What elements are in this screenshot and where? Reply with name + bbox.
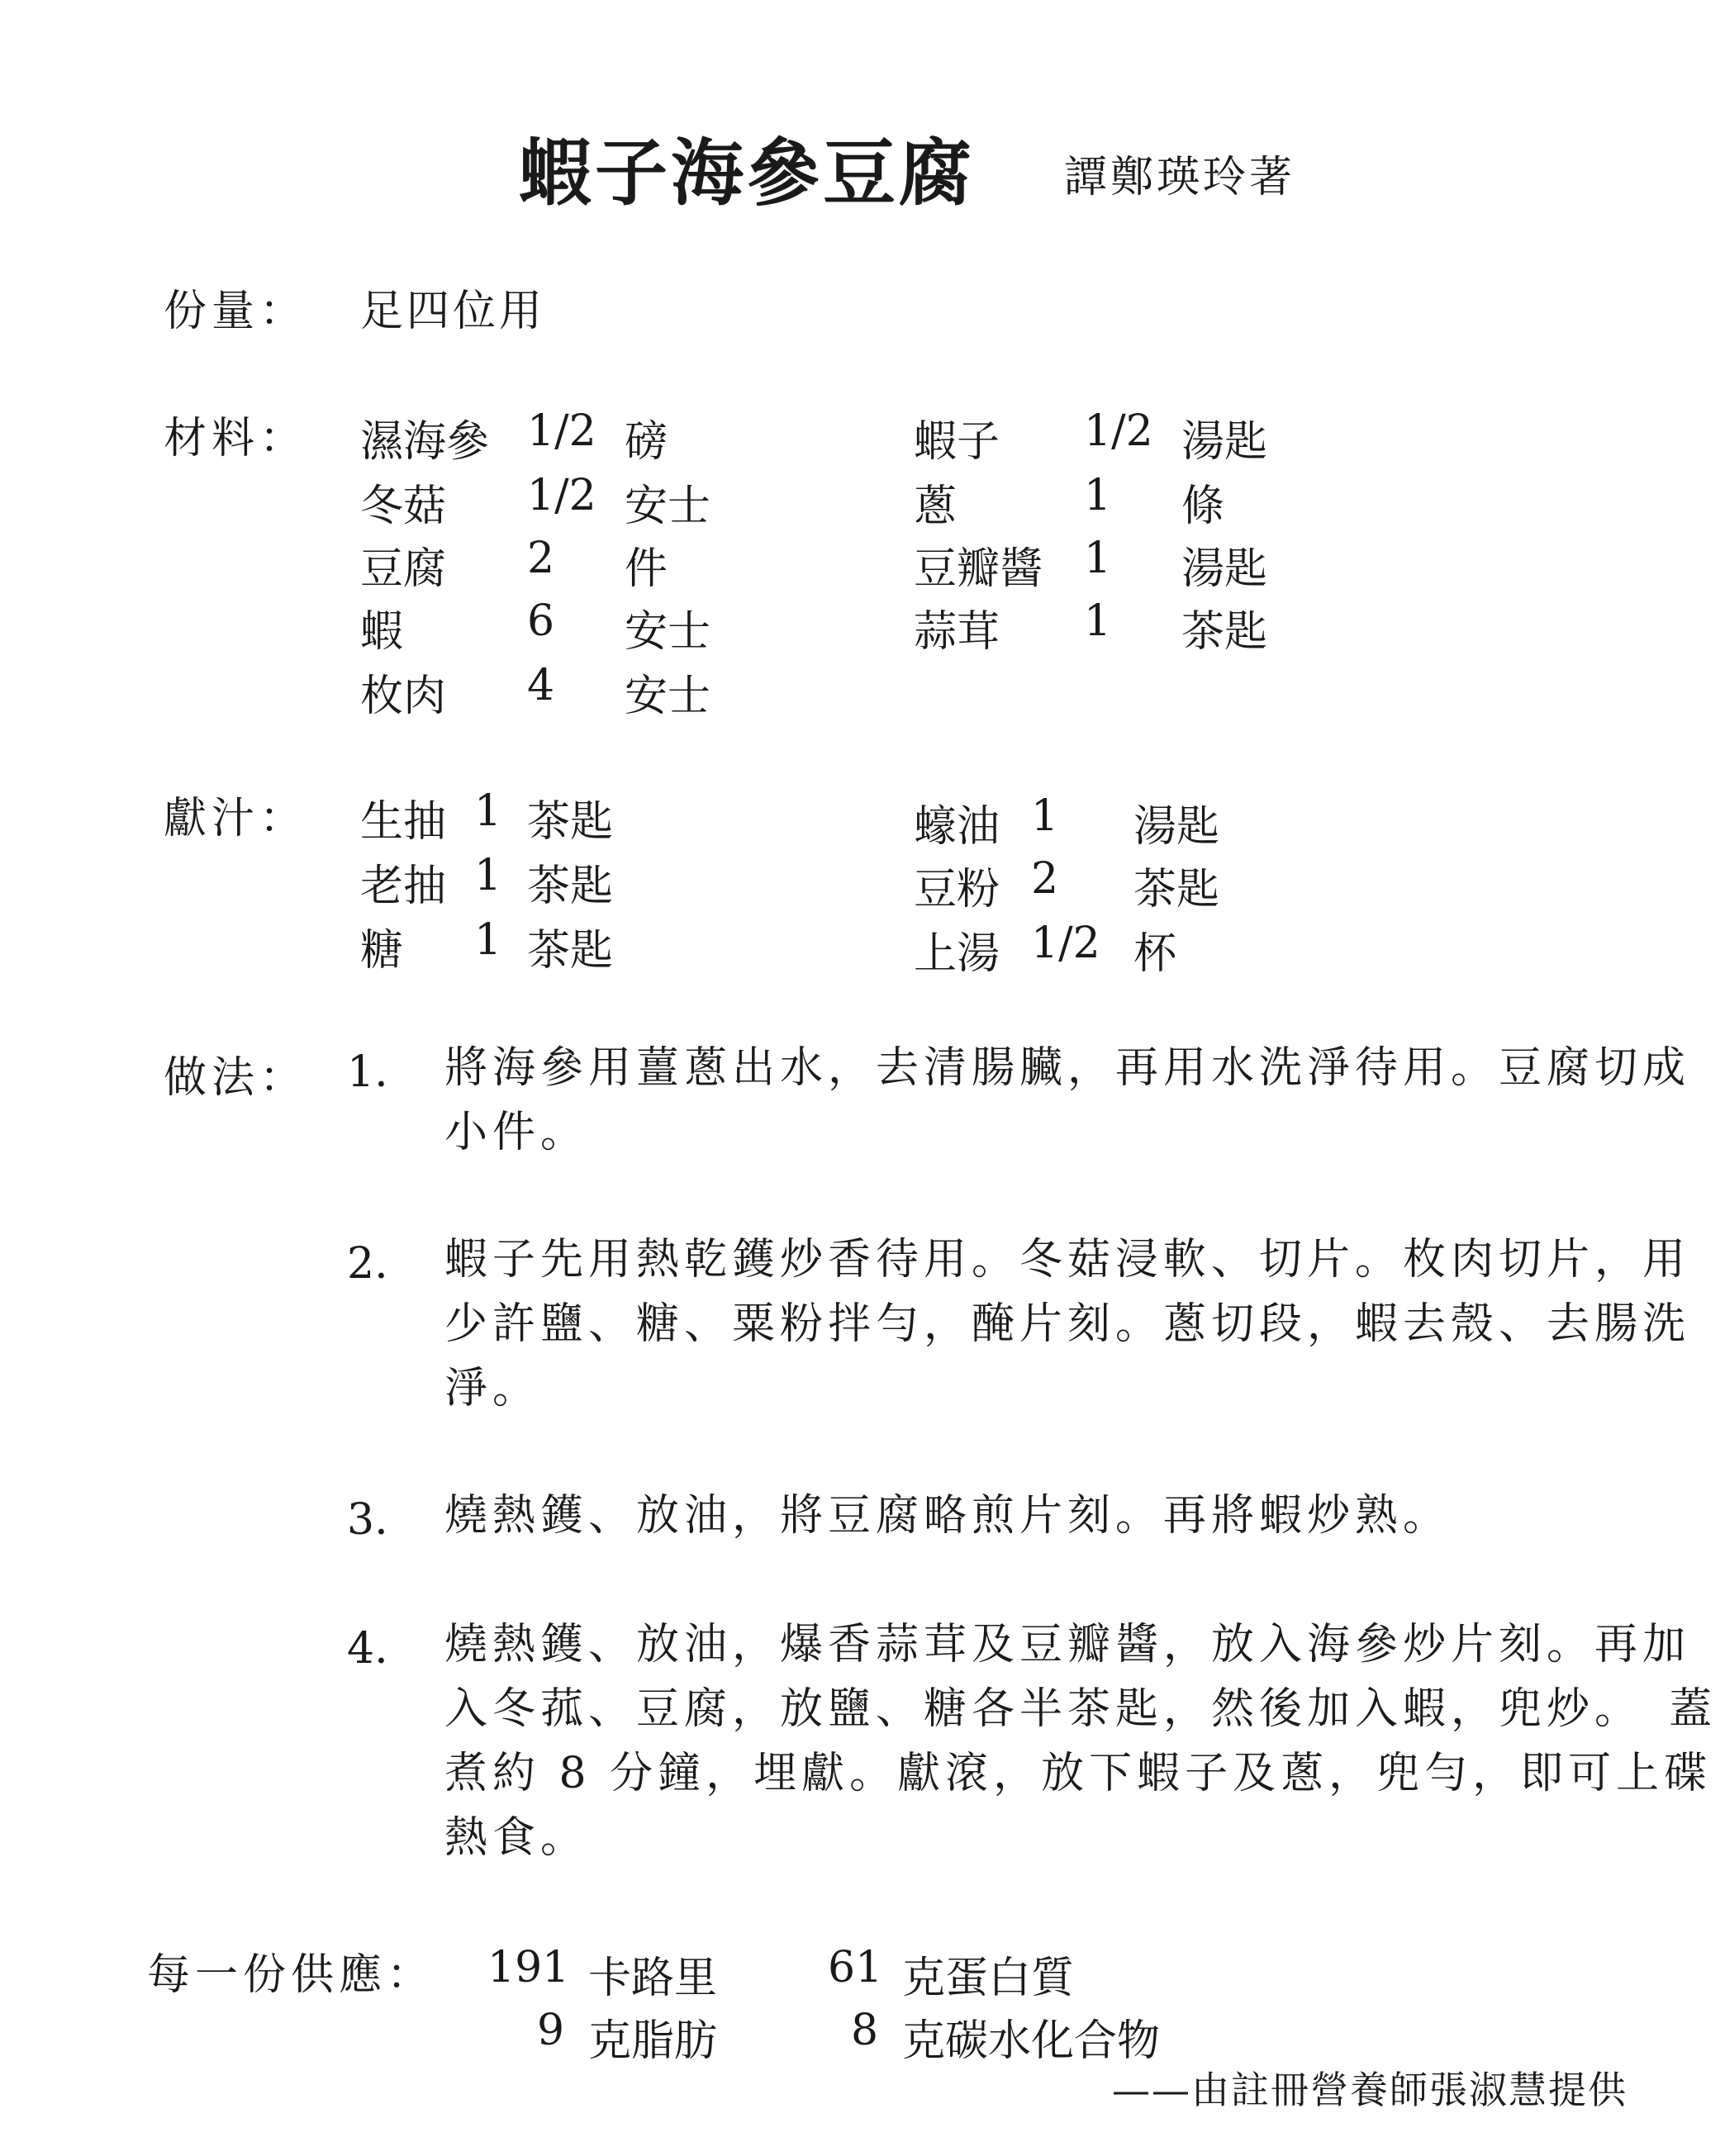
method-label: 做法： [164, 1053, 308, 1103]
nutrition-value: 9 [537, 2006, 565, 2055]
ingredient-unit: 湯匙 [1181, 544, 1268, 594]
step-number: 1. [347, 1047, 388, 1097]
ingredient-name: 豆腐 [360, 544, 447, 594]
ingredient-qty: 1/2 [527, 406, 596, 456]
ingredient-name: 蝦子 [914, 417, 1000, 467]
ingredient-name: 濕海參 [360, 417, 490, 467]
credit-line: ——由註冊營養師張淑慧提供 [1112, 2068, 1628, 2112]
sauce-unit: 茶匙 [527, 926, 614, 976]
step-text: 將海參用薑蔥出水，去清腸臟，再用水洗淨待用。豆腐切成小件。 [444, 1043, 1691, 1157]
sauce-unit: 湯匙 [1133, 802, 1220, 852]
nutrition-value: 191 [487, 1943, 570, 1992]
ingredient-qty: 1 [1084, 596, 1112, 646]
ingredient-name: 豆瓣醬 [914, 544, 1043, 594]
ingredient-unit: 安士 [625, 482, 711, 531]
ingredient-name: 冬菇 [360, 482, 447, 531]
recipe-title: 蝦子海參豆腐 [519, 130, 976, 216]
sauce-qty: 1/2 [1031, 919, 1100, 968]
ingredient-qty: 1 [1084, 471, 1112, 520]
sauce-name: 豆粉 [914, 865, 1000, 914]
step-number: 3. [347, 1495, 388, 1545]
sauce-qty: 1 [474, 915, 502, 965]
ingredient-unit: 件 [625, 544, 668, 594]
ingredient-unit: 安士 [625, 672, 711, 721]
ingredient-qty: 1/2 [1084, 406, 1153, 456]
sauce-name: 上湯 [914, 929, 1000, 979]
nutrition-unit: 克蛋白質 [902, 1954, 1075, 2003]
nutrition-unit: 克碳水化合物 [902, 2016, 1161, 2066]
step-number: 4. [347, 1624, 388, 1674]
ingredient-qty: 2 [527, 534, 555, 583]
recipe-author: 譚鄭瑛玲著 [1064, 153, 1296, 202]
ingredient-name: 枚肉 [360, 672, 447, 721]
step-text: 燒熱鑊、放油，爆香蒜茸及豆瓣醬，放入海參炒片刻。再加入冬菰、豆腐，放鹽、糖各半茶匙，然後加入蝦，兜炒。 蓋煮約 8 分鐘，埋獻。獻滾，放下蝦子及蔥，兜勻，即可上碟熱食。 [444, 1620, 1718, 1863]
ingredient-unit: 茶匙 [1181, 607, 1268, 657]
ingredient-qty: 6 [527, 596, 555, 646]
nutrition-value: 8 [851, 2006, 879, 2055]
ingredient-unit: 湯匙 [1181, 417, 1268, 467]
ingredient-unit: 安士 [625, 607, 711, 657]
nutrition-value: 61 [828, 1943, 883, 1992]
ingredients-label: 材料： [164, 414, 308, 463]
sauce-qty: 1 [474, 851, 502, 900]
ingredient-unit: 磅 [625, 417, 668, 467]
sauce-qty: 1 [474, 786, 502, 836]
nutrition-unit: 克脂肪 [588, 2016, 718, 2066]
sauce-qty: 2 [1031, 854, 1059, 904]
ingredient-qty: 1 [1084, 534, 1112, 583]
step-text: 燒熱鑊、放油，將豆腐略煎片刻。再將蝦炒熟。 [444, 1491, 1452, 1541]
sauce-unit: 杯 [1133, 929, 1177, 979]
ingredient-name: 蒜茸 [914, 607, 1000, 657]
sauce-name: 老抽 [360, 862, 447, 911]
ingredient-qty: 1/2 [527, 471, 596, 520]
sauce-qty: 1 [1031, 791, 1059, 841]
nutrition-label: 每一份供應： [147, 1950, 435, 2000]
servings-label: 份量： [164, 287, 308, 336]
ingredient-name: 蔥 [914, 482, 958, 531]
sauce-unit: 茶匙 [1133, 865, 1220, 914]
ingredient-unit: 條 [1181, 482, 1225, 531]
step-text: 蝦子先用熱乾鑊炒香待用。冬菇浸軟、切片。枚肉切片，用少許鹽、糖、粟粉拌勻，醃片刻。蔥切段，蝦去殼、去腸洗淨。 [444, 1235, 1691, 1413]
sauce-name: 糖 [360, 926, 404, 976]
sauce-name: 蠔油 [914, 802, 1000, 852]
sauce-unit: 茶匙 [527, 797, 614, 847]
ingredient-qty: 4 [527, 661, 555, 710]
sauce-name: 生抽 [360, 797, 447, 847]
nutrition-unit: 卡路里 [588, 1954, 718, 2003]
ingredient-name: 蝦 [360, 607, 404, 657]
step-number: 2. [347, 1239, 388, 1289]
sauce-label: 獻汁： [164, 794, 308, 843]
sauce-unit: 茶匙 [527, 862, 614, 911]
servings-value: 足四位用 [360, 287, 546, 336]
